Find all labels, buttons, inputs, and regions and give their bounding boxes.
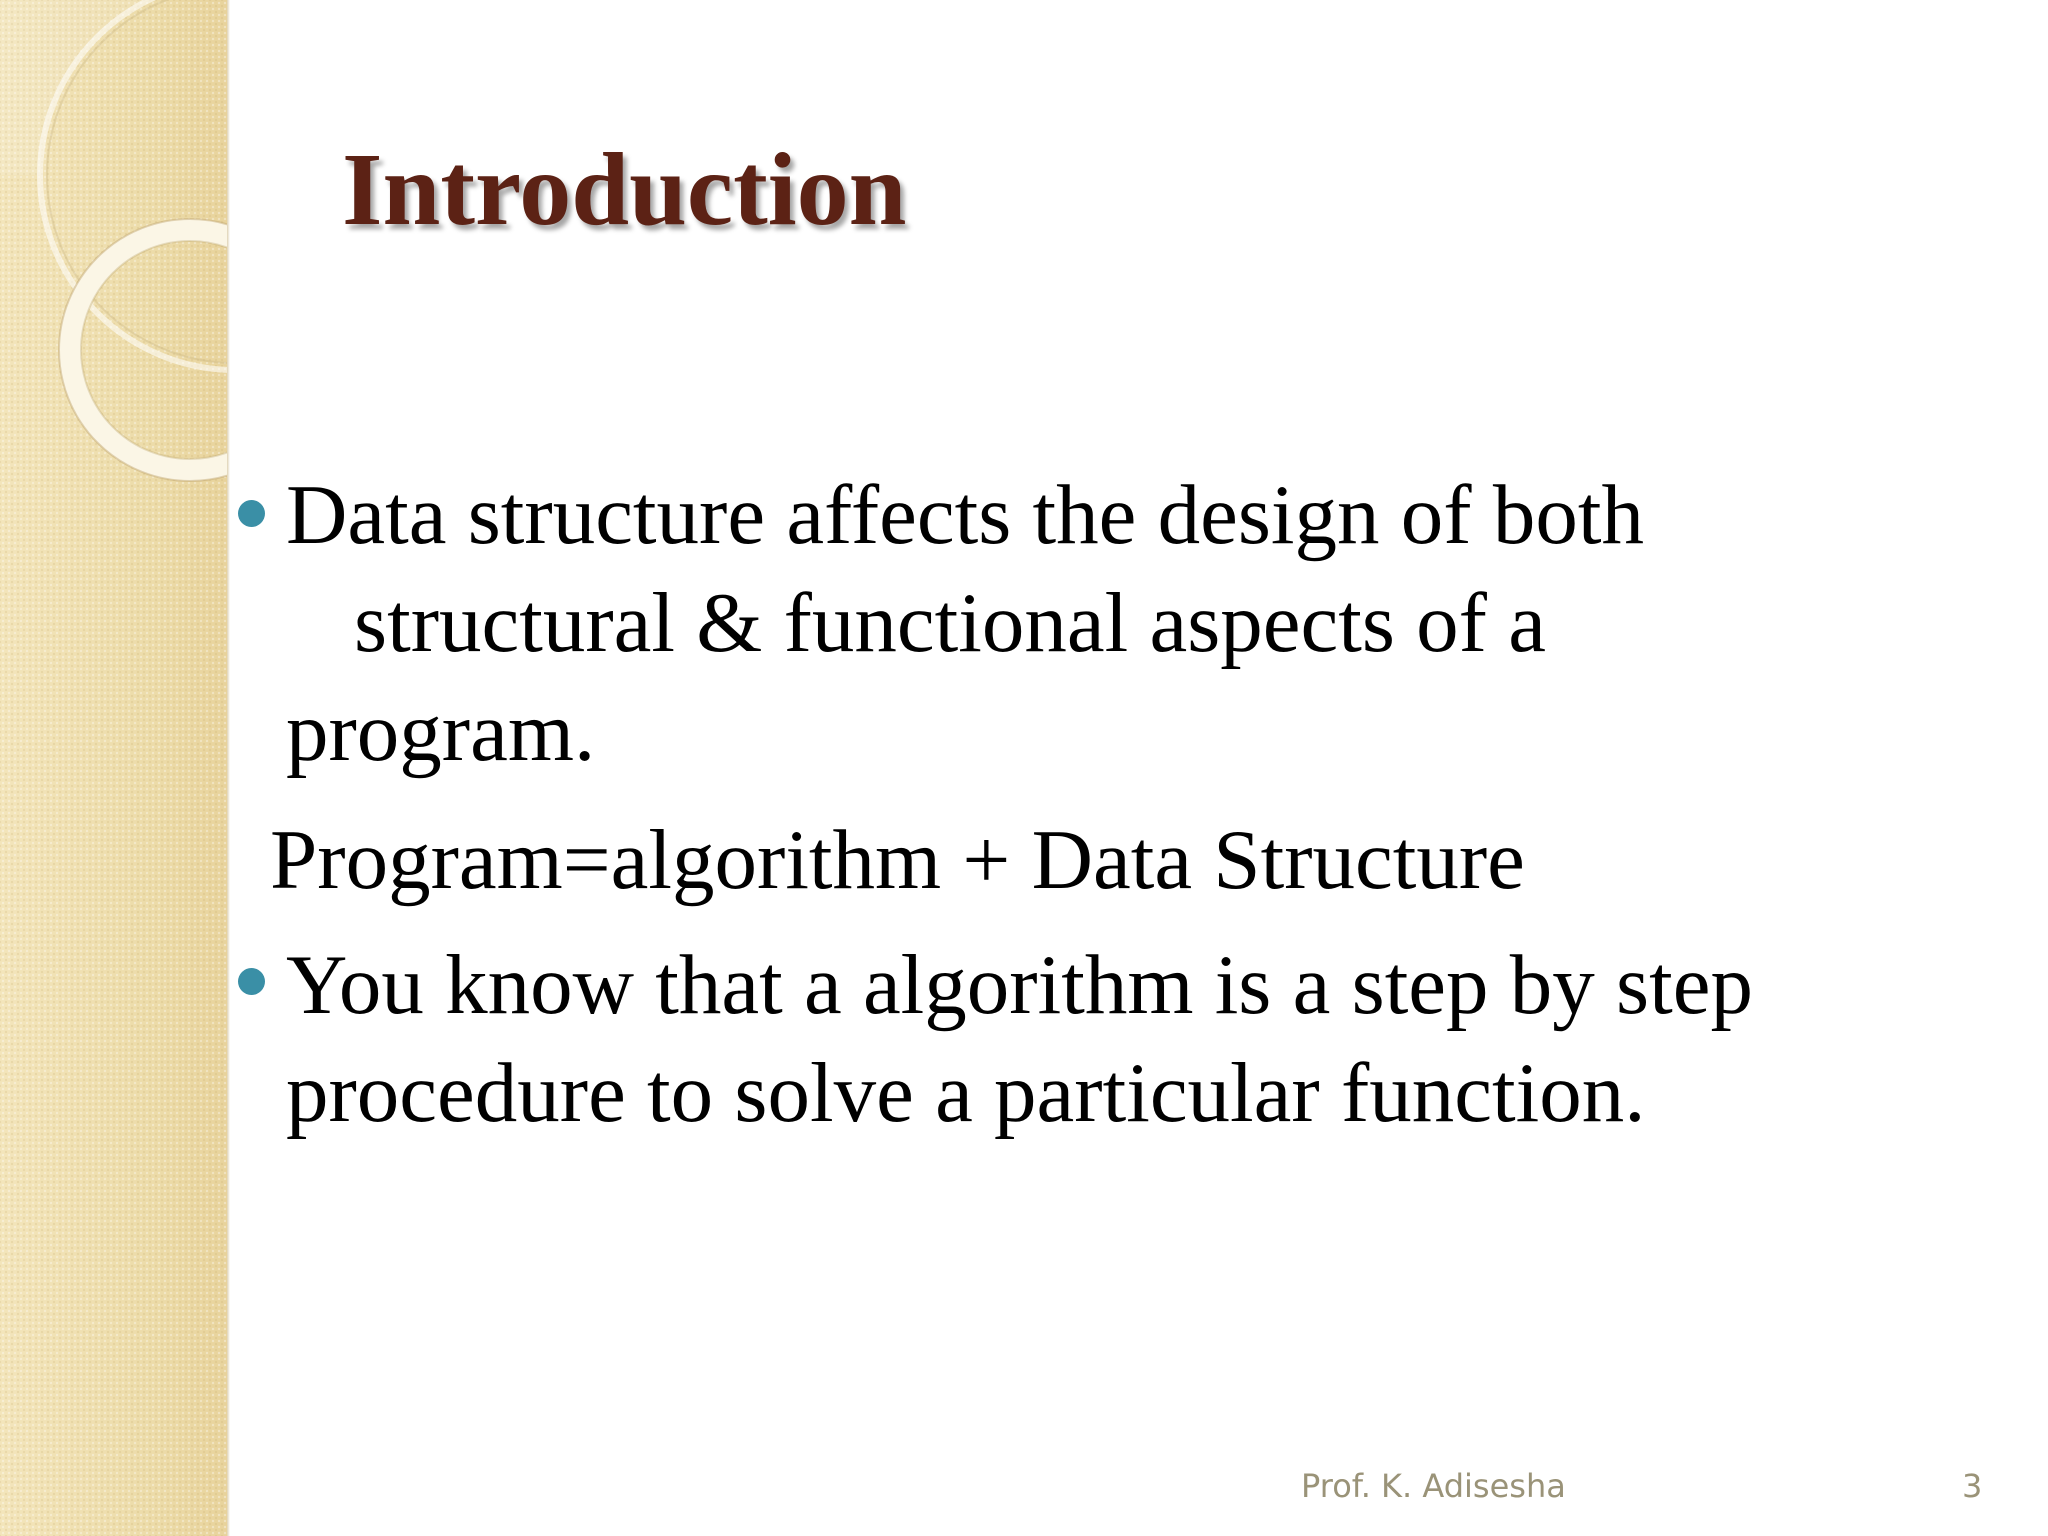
bullet-marker xyxy=(238,500,265,527)
bullet-marker xyxy=(238,968,265,995)
bullet-1-line-3: program. xyxy=(286,685,596,779)
decorative-rings xyxy=(0,0,227,520)
slide-title: Introduction xyxy=(342,132,907,247)
bullet-1-line-1: Data structure affects the design of both xyxy=(286,468,1644,562)
sidebar-edge xyxy=(227,0,230,1536)
bullet-2-line-2: procedure to solve a particular function. xyxy=(286,1046,1646,1140)
footer-author: Prof. K. Adisesha xyxy=(1301,1467,1566,1505)
page-number: 3 xyxy=(1962,1467,1983,1505)
bullet-1-line-2: structural & functional aspects of a xyxy=(354,576,1546,670)
decorative-sidebar xyxy=(0,0,227,1536)
bullet-2-line-1: You know that a algorithm is a step by step xyxy=(286,938,1753,1032)
formula-line: Program=algorithm + Data Structure xyxy=(270,813,1525,907)
